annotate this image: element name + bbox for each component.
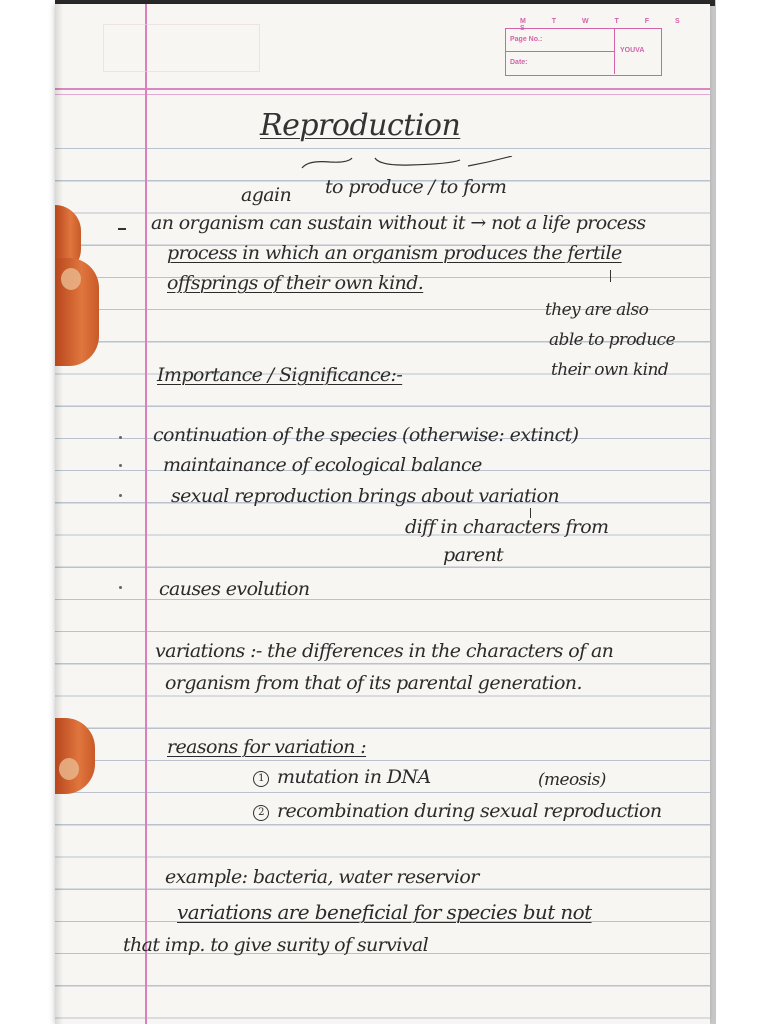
- importance-item-4: causes evolution: [159, 578, 310, 600]
- note-line-2: process in which an organism produces the fertile: [167, 242, 622, 264]
- reason-2: [253, 800, 661, 822]
- importance-item-2: maintainance of ecological balance: [163, 454, 482, 476]
- example-line: example: bacteria, water reservior: [165, 866, 479, 888]
- note-line-3: offsprings of their own kind.: [167, 272, 424, 294]
- page-no-row: [506, 29, 615, 52]
- variations-definition-2: organism from that of its parental generation.: [165, 672, 582, 694]
- variations-definition-1: variations :- the differences in the characters of an: [155, 640, 614, 662]
- reason-2-text: recombination during sexual reproduction: [277, 800, 662, 822]
- note-meaning: to produce / to form: [325, 176, 507, 198]
- date-row: [506, 52, 615, 74]
- margin-line: [145, 4, 147, 1024]
- note-again: again: [241, 184, 292, 206]
- header-rule: [55, 88, 710, 90]
- finger: [55, 258, 99, 366]
- variation-note-2: parent: [443, 544, 504, 566]
- importance-item-1: continuation of the species (otherwise: extinct): [153, 424, 579, 446]
- variation-note-1: diff in characters from: [405, 516, 609, 538]
- note-side-2: able to produce: [549, 330, 676, 350]
- header-rule-secondary: [55, 94, 710, 95]
- brand-logo: YOUVA: [620, 47, 645, 54]
- number-circle-icon: 2: [253, 805, 269, 821]
- number-circle-icon: 1: [253, 771, 269, 787]
- page-date-box: [505, 28, 662, 76]
- bleed-through-header-box: [103, 24, 260, 72]
- note-line-1: an organism can sustain without it → not a life process: [151, 212, 646, 234]
- spine-shadow: [55, 4, 63, 1024]
- reasons-heading: reasons for variation :: [167, 736, 367, 758]
- reason-1: [253, 766, 431, 788]
- bullet-dot: [119, 494, 122, 497]
- notebook-page: [55, 4, 710, 1024]
- title-braces: [300, 156, 515, 172]
- reason-1-note: (meosis): [538, 770, 606, 790]
- dash-marker: [118, 228, 126, 230]
- bullet-dot: [119, 586, 122, 589]
- arrow-down-icon: [610, 270, 611, 282]
- reason-1-text: mutation in DNA: [277, 766, 431, 788]
- bullet-dot: [119, 464, 122, 467]
- bullet-dot: [119, 436, 122, 439]
- note-side-1: they are also: [545, 300, 649, 320]
- importance-heading: Importance / Significance:-: [157, 364, 403, 386]
- note-side-3: their own kind: [551, 360, 669, 380]
- fingernail: [61, 268, 81, 290]
- benefit-line-1: variations are beneficial for species but not: [177, 900, 592, 924]
- page-no-label: Page No.:: [510, 36, 543, 43]
- weekday-letters: M T W T F S S: [520, 18, 692, 32]
- fingernail: [59, 758, 79, 780]
- date-label: Date:: [510, 59, 528, 66]
- page-title: Reproduction: [260, 108, 461, 143]
- importance-item-3: sexual reproduction brings about variation: [171, 485, 559, 507]
- benefit-line-2: that imp. to give surity of survival: [123, 934, 429, 956]
